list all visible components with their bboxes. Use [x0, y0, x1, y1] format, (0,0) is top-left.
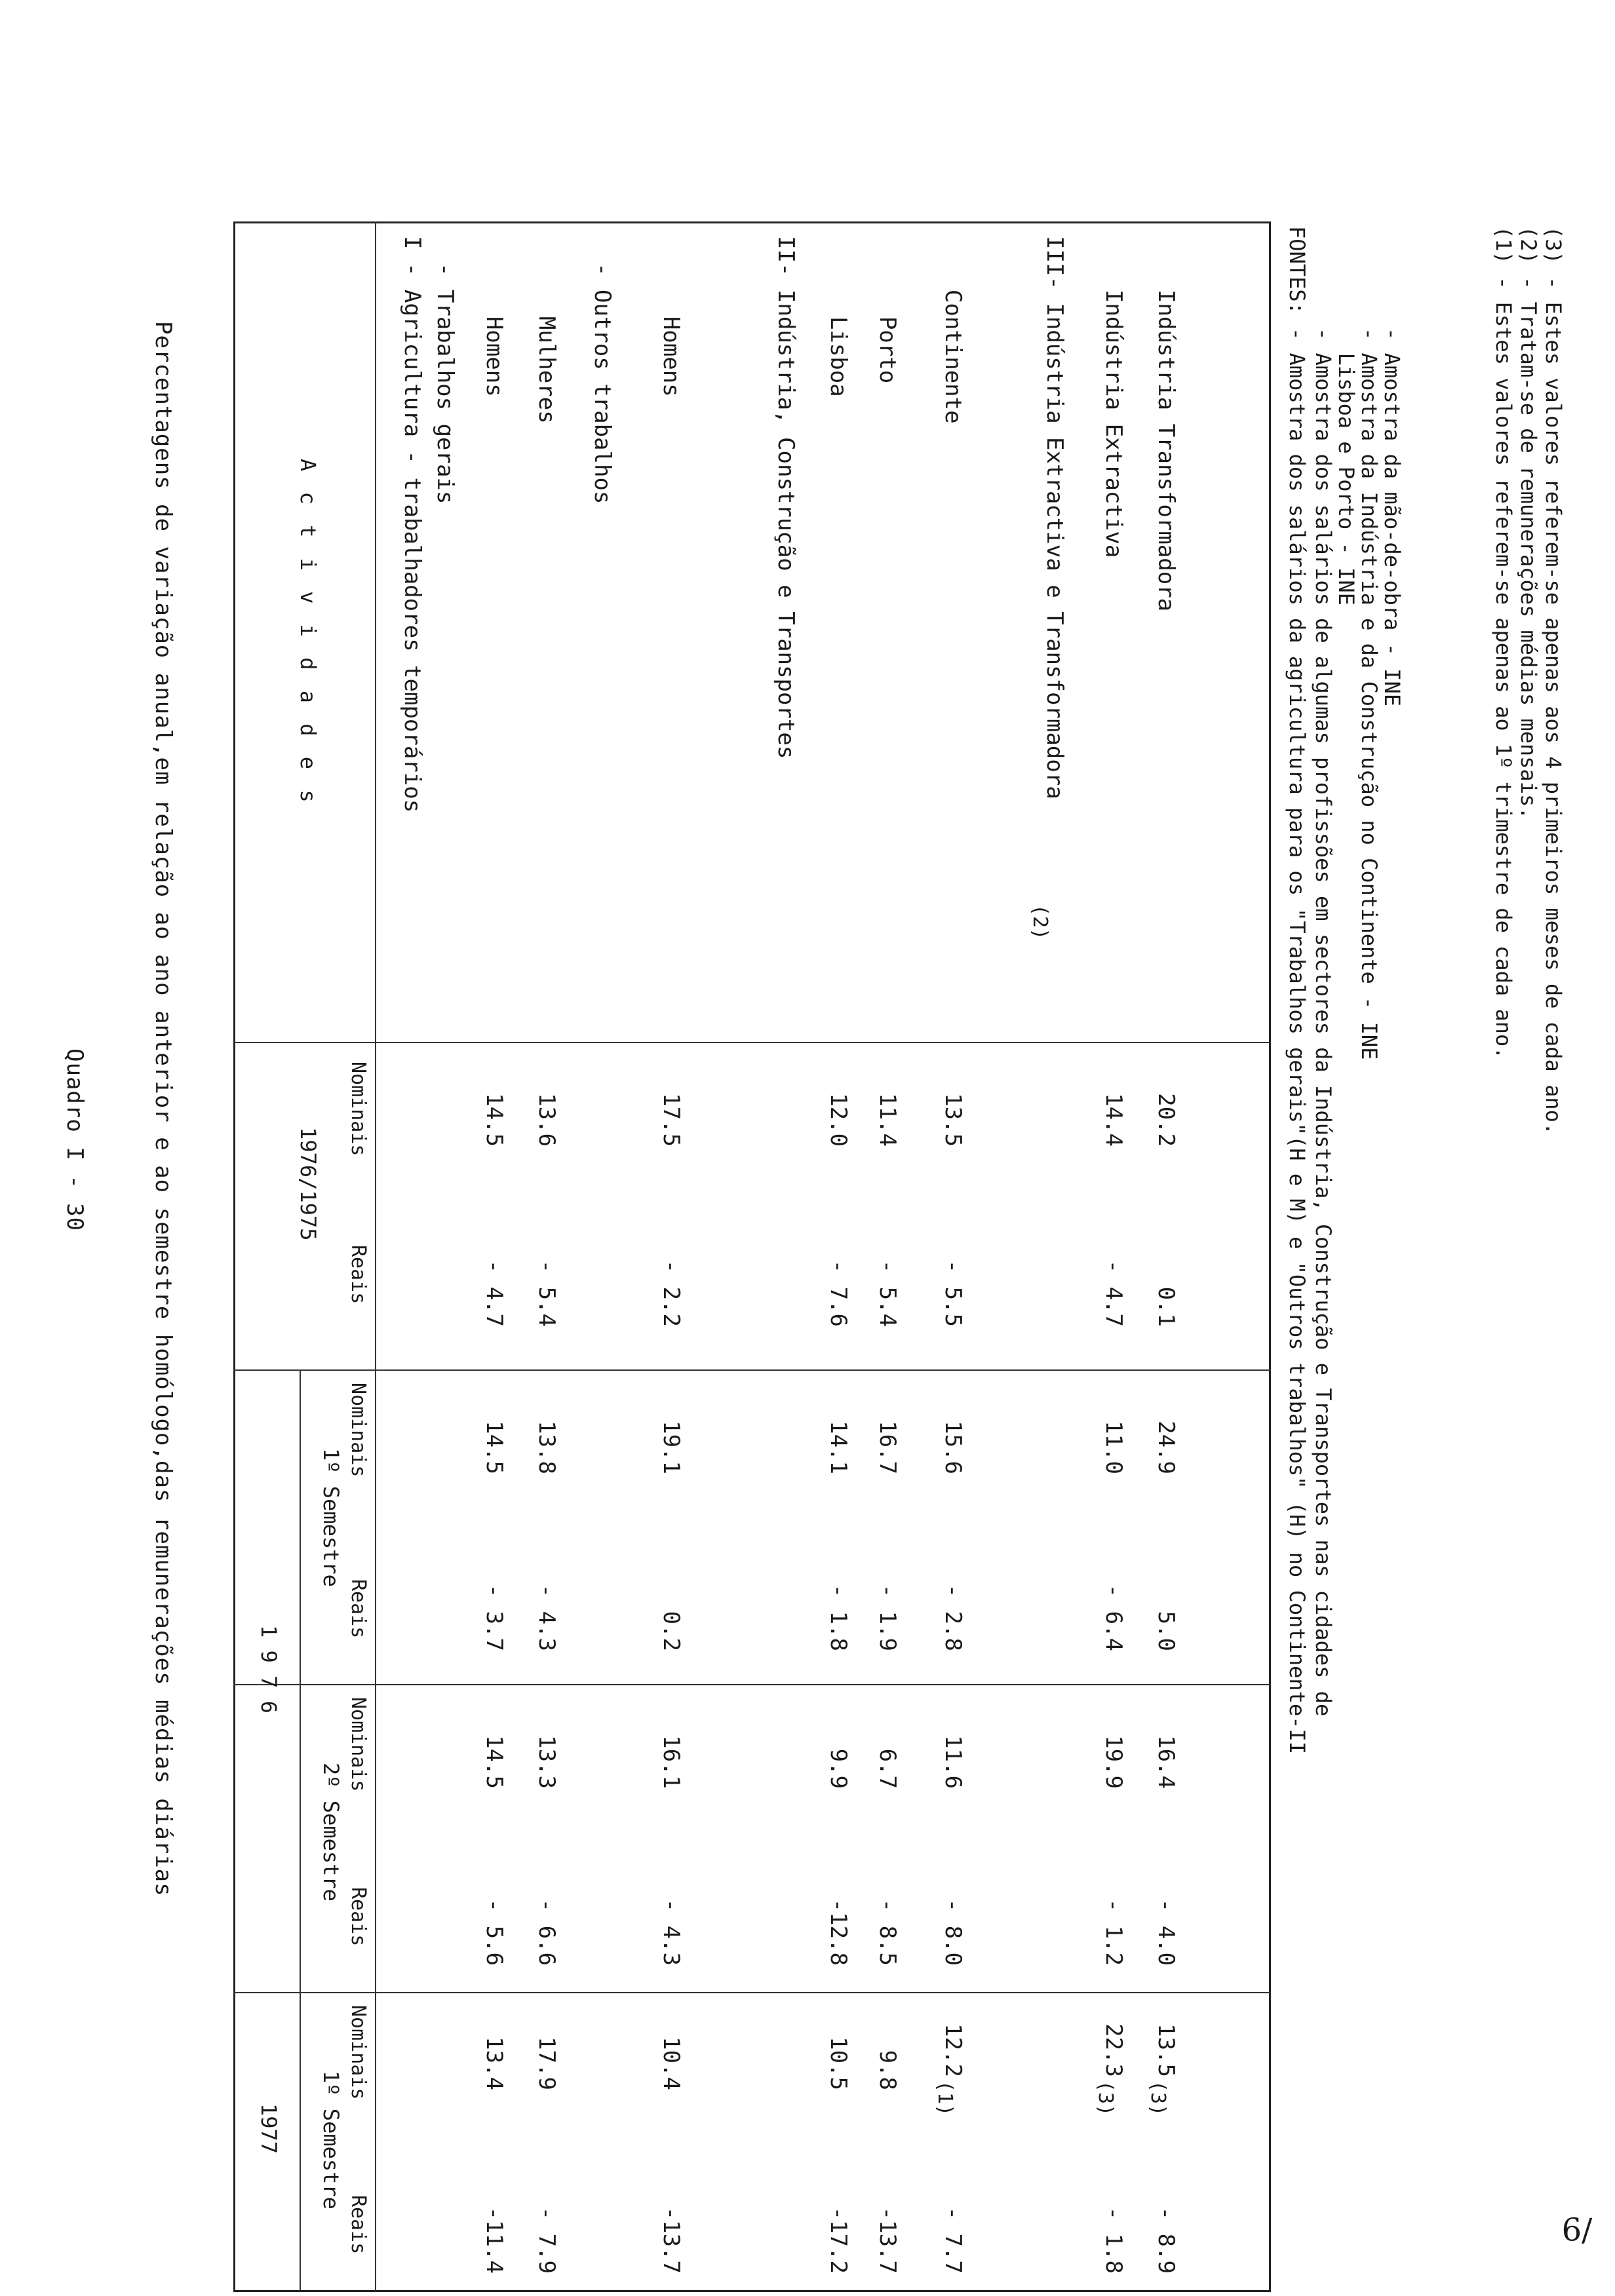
cell: - 5.4 — [874, 1259, 901, 1327]
cell: 13.8 — [534, 1421, 560, 1474]
source-line: - Amostra da mão-de-obra - INE — [1380, 328, 1405, 706]
cell: - 8.9 — [1153, 2206, 1179, 2274]
cell: 13.4 — [481, 2037, 507, 2090]
cell: 17.5 — [658, 1093, 684, 1147]
cell: -13.7 — [874, 2206, 901, 2274]
cell: 16.4 — [1153, 1735, 1179, 1789]
hdr-nominais: Nominais — [347, 1697, 370, 1792]
cell: 20.2 — [1153, 1093, 1179, 1147]
row-label: - Trabalhos gerais — [432, 236, 458, 505]
source-line: - Amostra dos salários de algumas profissões em sectores da Indústria, Construção e Transportes nas cidades de — [1311, 328, 1336, 1717]
handwritten-page-mark: 6/ — [1561, 2211, 1593, 2249]
cell: 22.3 — [1100, 2023, 1127, 2077]
hdr-reais: Reais — [347, 1579, 370, 1639]
cell: -17.2 — [825, 2206, 851, 2274]
row-label: Lisboa — [825, 236, 851, 397]
cell: 11.6 — [940, 1735, 966, 1789]
cell: - 8.0 — [940, 1898, 966, 1966]
header-1977: 1977 — [256, 2103, 281, 2154]
cell: 19.1 — [658, 1421, 684, 1474]
cell: -12.8 — [825, 1898, 851, 1966]
footnote-marker: (3) — [1094, 2080, 1117, 2116]
cell: - 4.0 — [1153, 1898, 1179, 1966]
cell: - 4.3 — [534, 1584, 560, 1651]
row-label: Continente — [940, 236, 966, 424]
footnote: (1) - Estes valores referem-se apenas ao 1º trimestre de cada ano. — [1491, 226, 1516, 1060]
cell: 5.0 — [1153, 1611, 1179, 1651]
row-label: II- Indústria, Construção e Transportes — [773, 236, 799, 759]
row-label: Homens — [481, 236, 507, 397]
footnote: (3) - Estes valores referem-se apenas aos 4 primeiros meses de cada ano. — [1541, 226, 1566, 1136]
row-label: Mulheres — [534, 236, 560, 424]
cell: 9.8 — [874, 2050, 901, 2090]
cell: 19.9 — [1100, 1735, 1127, 1789]
row-label: Indústria Transformadora — [1153, 236, 1179, 612]
cell: 0.1 — [1153, 1286, 1179, 1327]
cell: 13.6 — [534, 1093, 560, 1147]
cell: - 4.7 — [1100, 1259, 1127, 1327]
source-line: - Amostra dos salários da agricultura para os "Trabalhos gerais"(H e M) e "Outros trabalhos" (H) no Continente-II — [1285, 328, 1310, 1755]
cell: - 5.4 — [534, 1259, 560, 1327]
footnote-marker: (1) — [933, 2080, 956, 2116]
row-label: Homens — [658, 236, 684, 397]
cell: -13.7 — [658, 2206, 684, 2274]
cell: - 5.5 — [940, 1259, 966, 1327]
row-label: - Outros trabalhos — [589, 236, 615, 505]
cell: - 1.8 — [1100, 2206, 1127, 2274]
cell: 11.0 — [1100, 1421, 1127, 1474]
cell: 12.2 — [940, 2023, 966, 2077]
row-label: Porto — [874, 236, 901, 384]
cell: 11.4 — [874, 1093, 901, 1147]
cell: - 6.4 — [1100, 1584, 1127, 1651]
cell: 13.5 — [1153, 2023, 1179, 2077]
cell: - 4.7 — [481, 1259, 507, 1327]
cell: 0.2 — [658, 1611, 684, 1651]
header-1976-sem1: 1º Semestre — [319, 1448, 343, 1587]
row-label: III- Indústria Extractiva e Transformadora — [1041, 236, 1068, 799]
cell: - 5.6 — [481, 1898, 507, 1966]
cell: 9.9 — [825, 1748, 851, 1789]
cell: - 1.2 — [1100, 1898, 1127, 1966]
cell: 10.5 — [825, 2037, 851, 2090]
header-1977-sem1: 1º Semestre — [319, 2071, 343, 2210]
cell: 13.5 — [940, 1093, 966, 1147]
cell: - 1.8 — [825, 1584, 851, 1651]
cell: 14.5 — [481, 1421, 507, 1474]
cell: - 3.7 — [481, 1584, 507, 1651]
cell: - 7.9 — [534, 2206, 560, 2274]
cell: 14.4 — [1100, 1093, 1127, 1147]
cell: - 2.2 — [658, 1259, 684, 1327]
header-1976-1975: 1976/1975 — [296, 1127, 321, 1241]
hdr-nominais: Nominais — [347, 2005, 370, 2100]
header-1976-sem2: 2º Semestre — [319, 1763, 343, 1902]
source-line: - Amostra da Indústria e da Construção no Continente - INE — [1357, 328, 1382, 1060]
hdr-reais: Reais — [347, 1887, 370, 1947]
cell: - 2.8 — [940, 1584, 966, 1651]
cell: 14.5 — [481, 1735, 507, 1789]
hdr-nominais: Nominais — [347, 1062, 370, 1157]
row-label: I - Agricultura - trabalhadores temporários — [399, 236, 425, 813]
cell: - 8.5 — [874, 1898, 901, 1966]
cell: -11.4 — [481, 2206, 507, 2274]
cell: 14.5 — [481, 1093, 507, 1147]
row-label: Indústria Extractiva — [1100, 236, 1127, 558]
cell: - 1.9 — [874, 1584, 901, 1651]
cell: 14.1 — [825, 1421, 851, 1474]
cell: 6.7 — [874, 1748, 901, 1789]
cell: 13.3 — [534, 1735, 560, 1789]
sources-label: FONTES: — [1285, 226, 1310, 315]
activities-header: A c t i v i d a d e s — [296, 459, 321, 807]
footnote: (2) - Tratam-se de remunerações médias mensais. — [1516, 226, 1541, 820]
cell: 15.6 — [940, 1421, 966, 1474]
header-1976: 1 9 7 6 — [256, 1625, 281, 1713]
cell: - 7.7 — [940, 2206, 966, 2274]
cell: - 7.6 — [825, 1259, 851, 1327]
cell: 10.4 — [658, 2037, 684, 2090]
cell: - 6.6 — [534, 1898, 560, 1966]
hdr-nominais: Nominais — [347, 1383, 370, 1478]
page-title: Percentagens de variação anual,em relação ao ano anterior e ao semestre homólogo,das remunerações médias diárias — [150, 321, 176, 1897]
quadro-number: Quadro I - 30 — [62, 1048, 88, 1232]
cell: 12.0 — [825, 1093, 851, 1147]
cell: 24.9 — [1153, 1421, 1179, 1474]
hdr-reais: Reais — [347, 2195, 370, 2255]
footnote-marker: (2) — [1028, 904, 1051, 940]
cell: 16.7 — [874, 1421, 901, 1474]
cell: 16.1 — [658, 1735, 684, 1789]
hdr-reais: Reais — [347, 1245, 370, 1305]
cell: - 4.3 — [658, 1898, 684, 1966]
cell: 17.9 — [534, 2037, 560, 2090]
footnote-marker: (3) — [1146, 2080, 1169, 2116]
source-line: Lisboa e Porto - INE — [1334, 328, 1359, 605]
